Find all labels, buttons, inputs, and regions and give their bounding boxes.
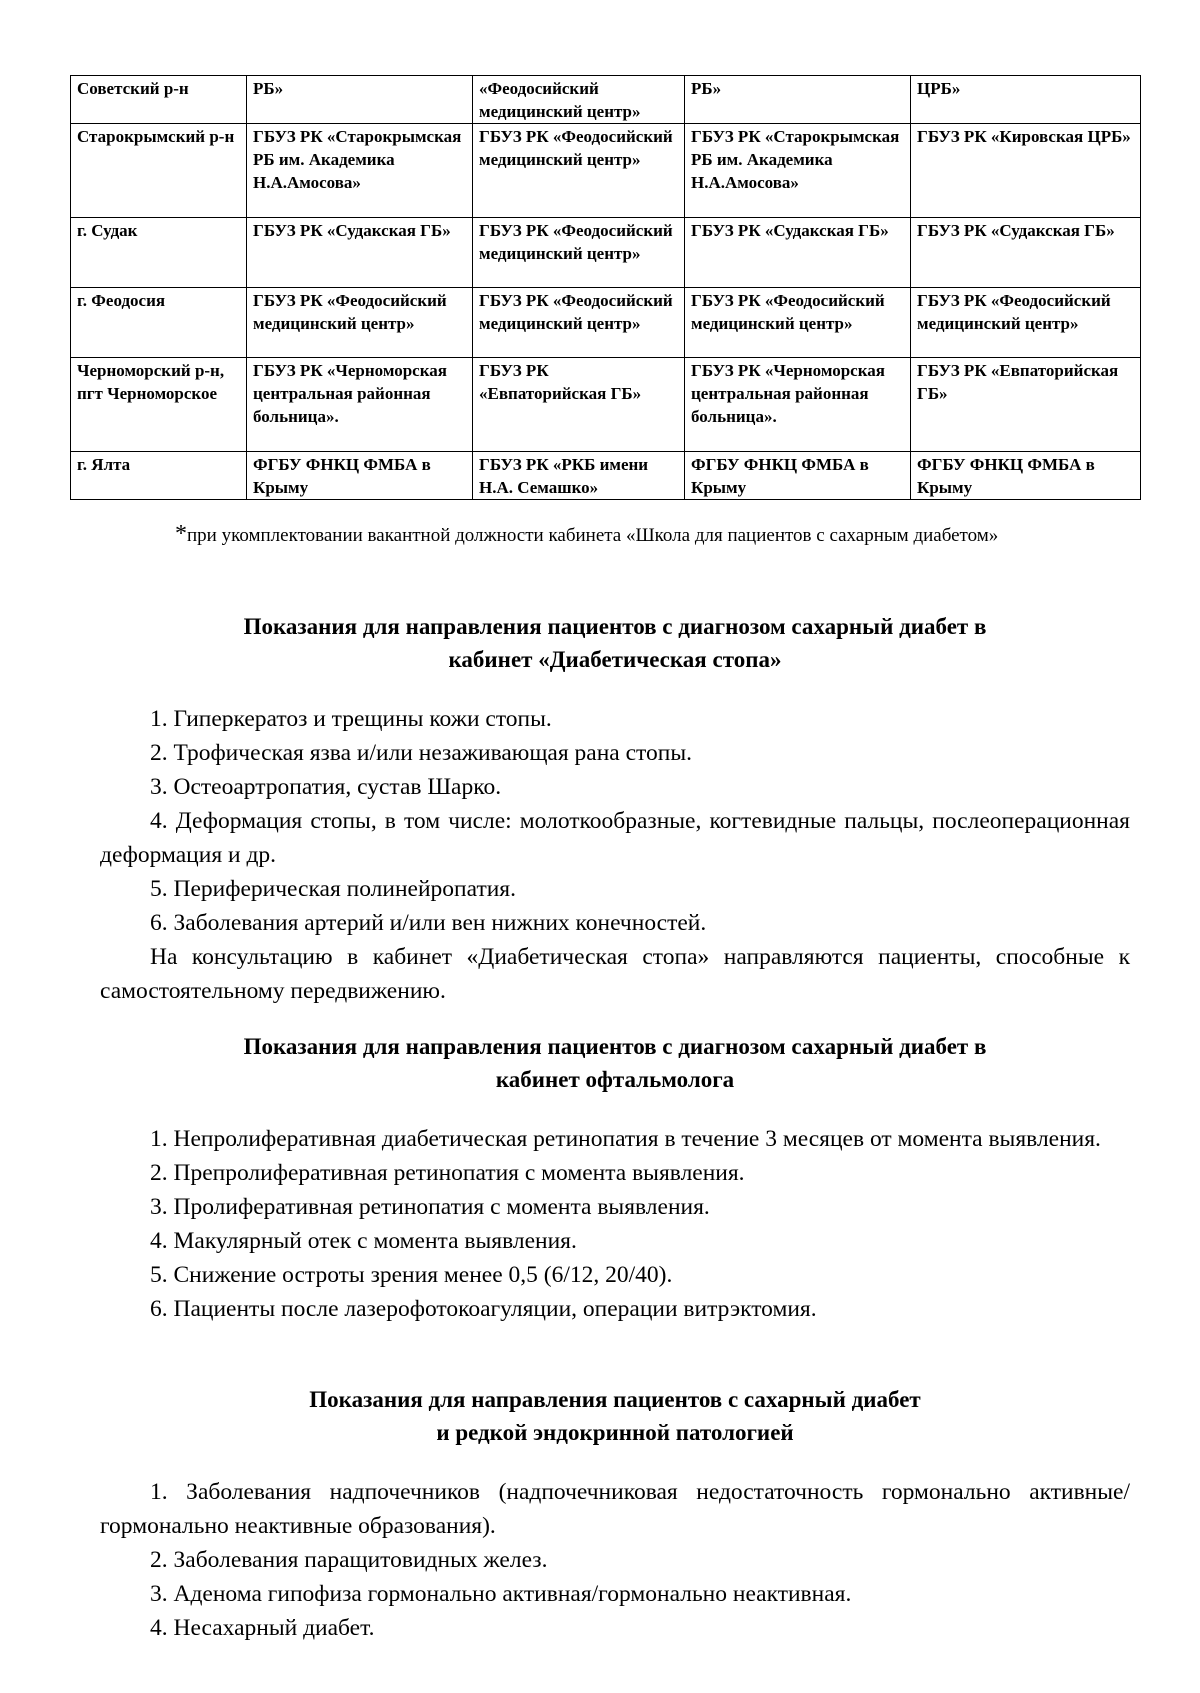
table-cell: ГБУЗ РК «Судакская ГБ» xyxy=(247,218,473,288)
table-row xyxy=(71,124,1141,218)
table-cell: ГБУЗ РК «Судакская ГБ» xyxy=(685,218,911,288)
table-cell: ГБУЗ РК «Судакская ГБ» xyxy=(911,218,1141,288)
table-cell: ФГБУ ФНКЦ ФМБА в Крыму xyxy=(911,452,1141,500)
list-rare-endocrine xyxy=(100,1475,1130,1645)
table-cell: ГБУЗ РК «Феодосийский медицинский центр» xyxy=(247,288,473,358)
table-footnote xyxy=(90,520,1130,550)
list-item: 4. Макулярный отек с момента выявления. xyxy=(150,1228,577,1254)
table-cell: г. Феодосия xyxy=(71,288,247,358)
list-item: 4. Деформация стопы, в том числе: молоткообразные, когтевидные пальцы, послеоперационная деформация и др. xyxy=(100,808,1130,868)
table-cell: ГБУЗ РК «Старокрымская РБ им. Академика Н.А.Амосова» xyxy=(247,124,473,218)
table-cell: ФГБУ ФНКЦ ФМБА в Крыму xyxy=(685,452,911,500)
list-item: 1. Непролиферативная диабетическая ретинопатия в течение 3 месяцев от момента выявления. xyxy=(150,1126,1101,1152)
table-cell: ГБУЗ РК «Феодосийский медицинский центр» xyxy=(685,288,911,358)
section-note: На консультацию в кабинет «Диабетическая стопа» направляются пациенты, способные к самостоятельному передвижению. xyxy=(100,944,1130,1004)
list-item: 2. Заболевания паращитовидных желез. xyxy=(150,1547,548,1573)
list-item: 4. Несахарный диабет. xyxy=(150,1615,375,1641)
table-cell: ГБУЗ РК «Феодосийский медицинский центр» xyxy=(473,124,685,218)
table-cell: ГБУЗ РК «Евпаторийская ГБ» xyxy=(473,358,685,452)
table-row xyxy=(71,358,1141,452)
table-row xyxy=(71,218,1141,288)
table-row xyxy=(71,288,1141,358)
list-item: 3. Аденома гипофиза гормонально активная/гормонально неактивная. xyxy=(150,1581,852,1607)
table-cell: Советский р-н xyxy=(71,76,247,124)
table-cell: РБ» xyxy=(685,76,911,124)
table-cell: «Феодосийский медицинский центр» xyxy=(473,76,685,124)
table-cell: ГБУЗ РК «Евпаторийская ГБ» xyxy=(911,358,1141,452)
footnote-text: при укомплектовании вакантной должности кабинета «Школа для пациентов с сахарным диабетом» xyxy=(187,525,999,546)
table-cell: ГБУЗ РК «Феодосийский медицинский центр» xyxy=(473,288,685,358)
heading-line: кабинет «Диабетическая стопа» xyxy=(448,647,782,672)
heading-line: Показания для направления пациентов с сахарный диабет xyxy=(309,1387,921,1412)
heading-line: Показания для направления пациентов с диагнозом сахарный диабет в xyxy=(243,1034,987,1059)
referral-table xyxy=(70,75,1141,500)
list-item: 5. Снижение остроты зрения менее 0,5 (6/12, 20/40). xyxy=(150,1262,673,1288)
list-item: 2. Препролиферативная ретинопатия с момента выявления. xyxy=(150,1160,745,1186)
table-cell: Старокрымский р-н xyxy=(71,124,247,218)
footnote-asterisk: * xyxy=(175,521,187,547)
list-item: 2. Трофическая язва и/или незаживающая рана стопы. xyxy=(150,740,692,766)
table-cell: г. Ялта xyxy=(71,452,247,500)
table-row xyxy=(71,76,1141,124)
list-item: 6. Заболевания артерий и/или вен нижних конечностей. xyxy=(150,910,707,936)
table-cell: ГБУЗ РК «Феодосийский медицинский центр» xyxy=(911,288,1141,358)
table-cell: Черноморский р-н, пгт Черноморское xyxy=(71,358,247,452)
table-cell: ГБУЗ РК «Черноморская центральная районная больница». xyxy=(685,358,911,452)
list-item: 3. Пролиферативная ретинопатия с момента выявления. xyxy=(150,1194,710,1220)
table-cell: ГБУЗ РК «Феодосийский медицинский центр» xyxy=(473,218,685,288)
heading-line: Показания для направления пациентов с диагнозом сахарный диабет в xyxy=(243,614,987,639)
list-diabetic-foot xyxy=(100,702,1130,1008)
table-row xyxy=(71,452,1141,500)
list-item: 1. Заболевания надпочечников (надпочечниковая недостаточность гормонально активные/гормонально неактивные образования). xyxy=(100,1479,1130,1539)
section-heading-diabetic-foot xyxy=(100,610,1130,676)
list-item: 3. Остеоартропатия, сустав Шарко. xyxy=(150,774,502,800)
table-cell: ГБУЗ РК «РКБ имени Н.А. Семашко» xyxy=(473,452,685,500)
section-heading-ophthalmologist xyxy=(100,1030,1130,1096)
table-cell: г. Судак xyxy=(71,218,247,288)
table-cell: ГБУЗ РК «Черноморская центральная районная больница». xyxy=(247,358,473,452)
list-item: 5. Периферическая полинейропатия. xyxy=(150,876,516,902)
table-cell: ЦРБ» xyxy=(911,76,1141,124)
list-item: 1. Гиперкератоз и трещины кожи стопы. xyxy=(150,706,552,732)
table-cell: ГБУЗ РК «Кировская ЦРБ» xyxy=(911,124,1141,218)
heading-line: и редкой эндокринной патологией xyxy=(436,1420,794,1445)
table-cell: ФГБУ ФНКЦ ФМБА в Крыму xyxy=(247,452,473,500)
list-item: 6. Пациенты после лазерофотокоагуляции, операции витрэктомия. xyxy=(150,1296,817,1322)
table-cell: ГБУЗ РК «Старокрымская РБ им. Академика Н.А.Амосова» xyxy=(685,124,911,218)
heading-line: кабинет офтальмолога xyxy=(495,1067,735,1092)
section-heading-rare-endocrine xyxy=(100,1383,1130,1449)
table-cell: РБ» xyxy=(247,76,473,124)
list-ophthalmologist xyxy=(100,1122,1130,1326)
